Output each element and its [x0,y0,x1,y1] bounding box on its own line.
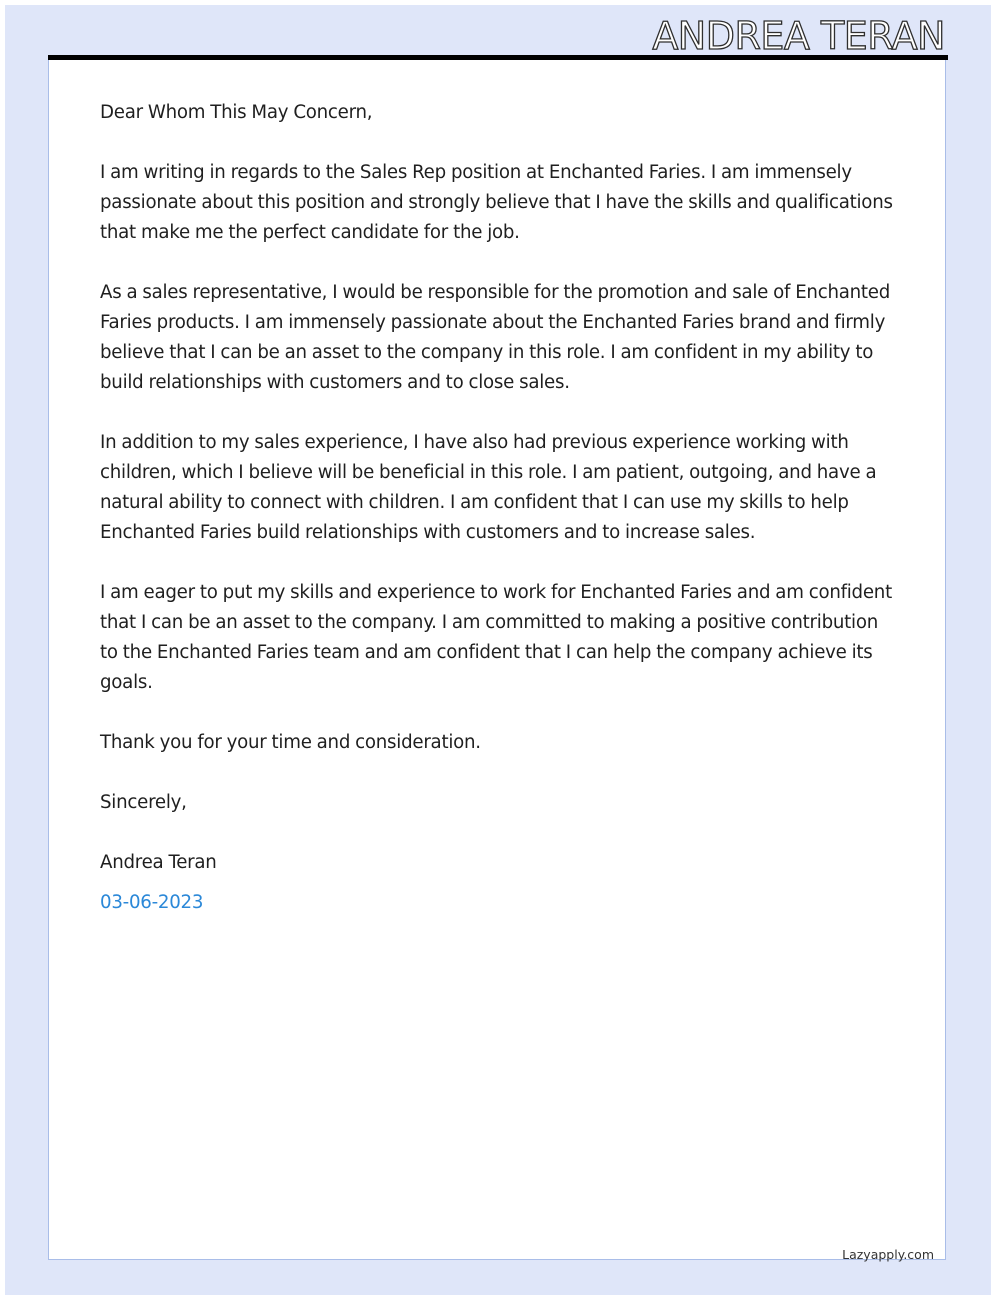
closing: Sincerely, [100,792,187,813]
paragraph-1: I am writing in regards to the Sales Rep position at Enchanted Faries. I am immensely passionate about this position and strongly believe that I have the skills and qualifications that make me the perfect candidate for the job. [100,162,893,243]
applicant-name-header: ANDREA TERAN [652,14,945,58]
letter-date: 03-06-2023 [100,892,204,913]
paragraph-2: As a sales representative, I would be responsible for the promotion and sale of Enchanted Faries products. I am immensely passionate about the Enchanted Faries brand and firmly believe that I can be an asset to the company in this role. I am confident in my ability to build relationships with customers and to close sales. [100,282,891,393]
paragraph-3: In addition to my sales experience, I have also had previous experience working with children, which I believe will be beneficial in this role. I am patient, outgoing, and have a natural ability to connect with children. I am confident that I can use my skills to help Enchanted Faries build relationships with customers and to increase sales. [100,432,877,543]
paragraph-4: I am eager to put my skills and experience to work for Enchanted Faries and am confident that I can be an asset to the company. I am committed to making a positive contribution to the Enchanted Faries team and am confident that I can help the company achieve its goals. [100,582,892,693]
signature-name: Andrea Teran [100,852,217,873]
thanks-line: Thank you for your time and consideration. [100,732,481,753]
salutation: Dear Whom This May Concern, [100,102,373,123]
cover-letter-body [100,98,900,918]
footer-brand: Lazyapply.com [842,1247,934,1262]
